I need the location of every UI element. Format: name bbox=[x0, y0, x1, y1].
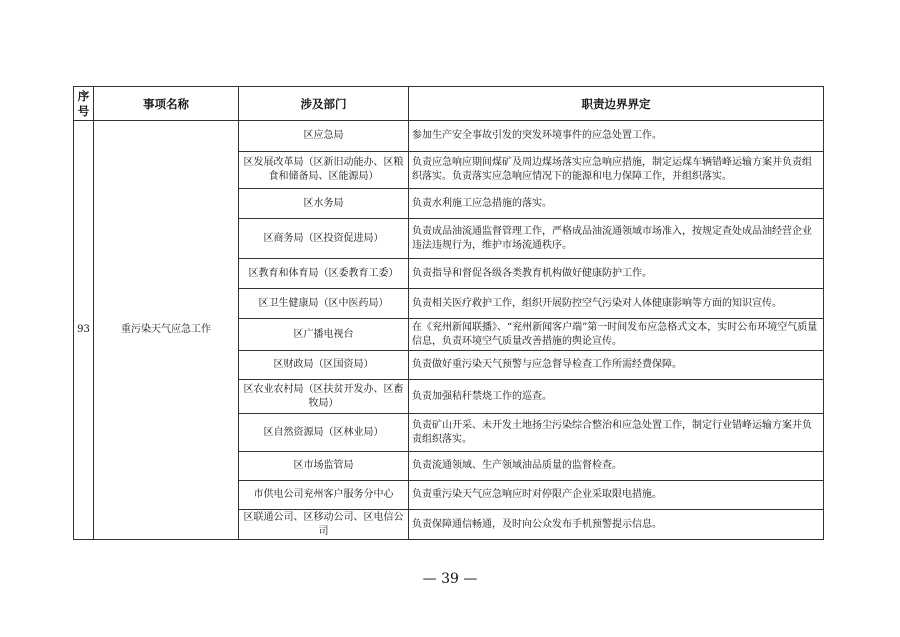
department-cell: 区市场监管局 bbox=[239, 452, 409, 481]
header-department: 涉及部门 bbox=[239, 87, 409, 121]
row-index: 93 bbox=[74, 121, 94, 540]
duty-cell: 负责加强秸秆禁烧工作的巡查。 bbox=[409, 380, 824, 414]
department-cell: 区财政局（区国资局） bbox=[239, 351, 409, 380]
duty-cell: 负责矿山开采、未开发土地扬尘污染综合整治和应急处置工作，制定行业错峰运输方案并负责组织落实。 bbox=[409, 414, 824, 452]
duty-cell: 负责重污染天气应急响应时对停限产企业采取限电措施。 bbox=[409, 481, 824, 510]
header-duty: 职责边界界定 bbox=[409, 87, 824, 121]
department-cell: 区水务局 bbox=[239, 189, 409, 219]
department-cell: 区联通公司、区移动公司、区电信公司 bbox=[239, 510, 409, 540]
department-cell: 区卫生健康局（区中医药局） bbox=[239, 289, 409, 319]
row-item-name: 重污染天气应急工作 bbox=[94, 121, 239, 540]
department-cell: 区教育和体育局（区委教育工委） bbox=[239, 259, 409, 289]
table-body bbox=[74, 121, 824, 540]
department-cell: 区发展改革局（区新旧动能办、区粮食和储备局、区能源局） bbox=[239, 152, 409, 189]
department-cell: 区应急局 bbox=[239, 121, 409, 152]
duty-cell: 负责做好重污染天气预警与应急督导检查工作所需经费保障。 bbox=[409, 351, 824, 380]
duty-cell: 在《兖州新闻联播》、“兖州新闻客户端”第一时间发布应急格式文本，实时公布环境空气质量信息，负责环境空气质量改善措施的舆论宣传。 bbox=[409, 319, 824, 351]
page-number: — 39 — bbox=[422, 571, 478, 587]
duty-cell: 负责保障通信畅通，及时向公众发布手机预警提示信息。 bbox=[409, 510, 824, 540]
header-index: 序号 bbox=[74, 87, 94, 121]
duty-cell: 负责指导和督促各级各类教育机构做好健康防护工作。 bbox=[409, 259, 824, 289]
header-row bbox=[74, 87, 824, 121]
department-cell: 区商务局（区投资促进局） bbox=[239, 219, 409, 259]
duty-cell: 负责相关医疗救护工作，组织开展防控空气污染对人体健康影响等方面的知识宣传。 bbox=[409, 289, 824, 319]
duty-cell: 负责水利施工应急措施的落实。 bbox=[409, 189, 824, 219]
duty-cell: 参加生产安全事故引发的突发环境事件的应急处置工作。 bbox=[409, 121, 824, 152]
duty-cell: 负责应急响应期间煤矿及周边煤场落实应急响应措施，制定运煤车辆错峰运输方案并负责组织落实。负责落实应急响应情况下的能源和电力保障工作，并组织落实。 bbox=[409, 152, 824, 189]
header-item: 事项名称 bbox=[94, 87, 239, 121]
duty-table bbox=[73, 86, 824, 540]
department-cell: 区自然资源局（区林业局） bbox=[239, 414, 409, 452]
department-cell: 市供电公司兖州客户服务分中心 bbox=[239, 481, 409, 510]
table-row bbox=[74, 121, 824, 152]
duty-cell: 负责成品油流通监督管理工作，严格成品油流通领域市场准入，按规定查处成品油经营企业违法违规行为，维护市场流通秩序。 bbox=[409, 219, 824, 259]
department-cell: 区广播电视台 bbox=[239, 319, 409, 351]
duty-cell: 负责流通领域、生产领域油品质量的监督检查。 bbox=[409, 452, 824, 481]
department-cell: 区农业农村局（区扶贫开发办、区畜牧局） bbox=[239, 380, 409, 414]
